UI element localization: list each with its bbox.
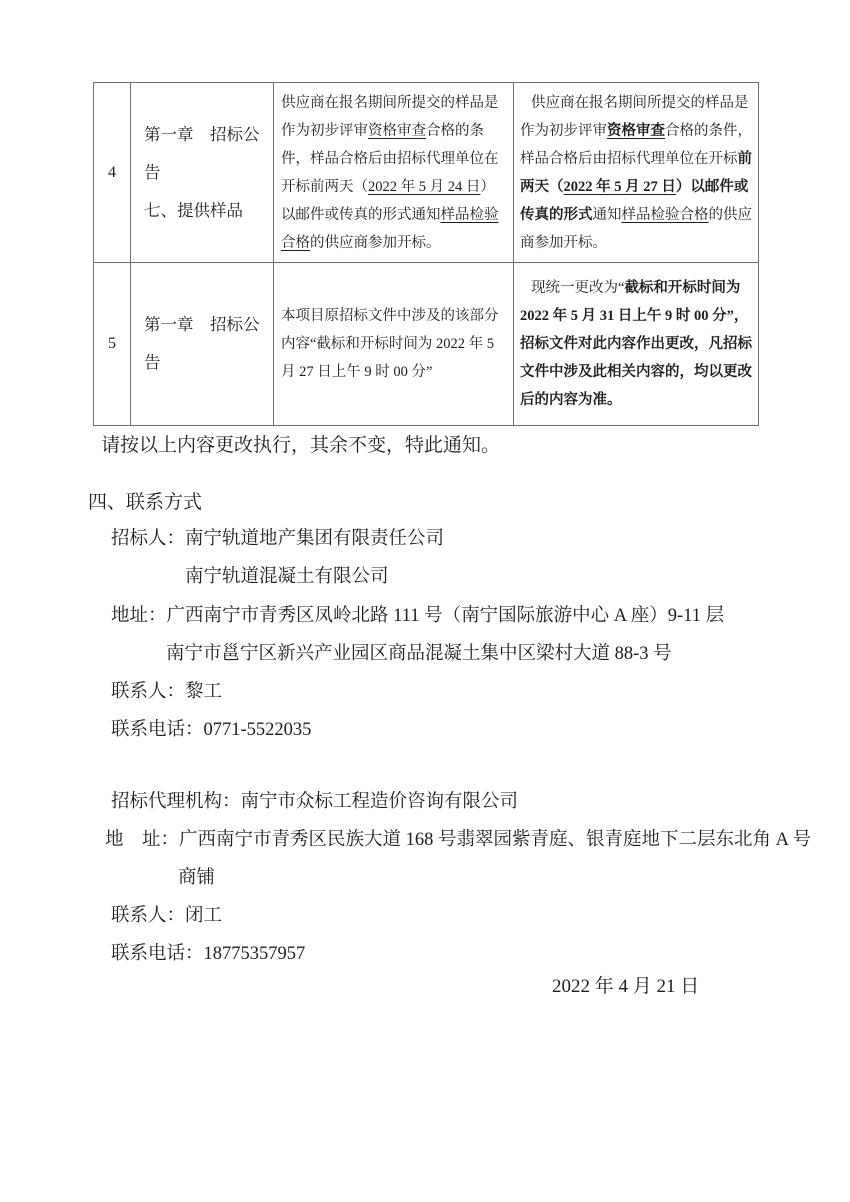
agency-address-label: 地 址： [105, 830, 180, 850]
tenderer-line [111, 524, 444, 550]
document-date: 2022 年 4 月 21 日 [552, 976, 700, 997]
amendment-table [93, 82, 759, 426]
tenderer-phone-line [111, 715, 311, 741]
revised-content-cell: 现统一更改为“截标和开标时间为 2022 年 5 月 31 日上午 9 时 00 分”，招标文件对此内容作出更改，凡招标文件中涉及此相关内容的，均以更改后的内容为准。 [514, 263, 759, 426]
section-cell [131, 263, 274, 426]
address-label: 地址： [111, 606, 167, 626]
agency-label: 招标代理机构： [111, 792, 241, 812]
table-row-5 [94, 263, 759, 426]
contact-person-value: 黎工 [185, 682, 223, 702]
tenderer-address-line [111, 601, 724, 627]
agency-contact-person-line [111, 901, 222, 927]
notice-line: 请按以上内容更改执行，其余不变，特此通知。 [101, 435, 501, 456]
section-chapter: 第一章 招标公告 [144, 124, 260, 182]
tenderer-contact-person-line [111, 677, 222, 703]
phone-value: 0771-5522035 [203, 720, 312, 740]
tenderer-name-2: 南宁轨道混凝土有限公司 [185, 567, 389, 587]
address-value: 广西南宁市青秀区凤岭北路 111 号（南宁国际旅游中心 A 座）9-11 层 [166, 606, 725, 626]
agency-line [111, 787, 518, 813]
section-item: 七、提供样品 [144, 200, 243, 220]
agency-address-line-2: 商铺 [178, 868, 216, 888]
contact-person-label: 联系人： [111, 682, 186, 702]
original-content-cell: 供应商在报名期间所提交的样品是作为初步评审资格审查合格的条件，样品合格后由招标代理单位在开标前两天（2022 年 5 月 24 日）以邮件或传真的形式通知样品检验合格的供应商参加开标。 [274, 83, 514, 263]
agency-person-label: 联系人： [111, 906, 186, 926]
tenderer-name: 南宁轨道地产集团有限责任公司 [185, 529, 445, 549]
contact-section-heading: 四、联系方式 [88, 492, 203, 513]
agency-phone-value: 18775357957 [203, 944, 306, 964]
phone-label: 联系电话： [111, 720, 204, 740]
row-number: 5 [94, 263, 131, 426]
agency-address-value: 广西南宁市青秀区民族大道 168 号翡翠园紫青庭、银青庭地下二层东北角 A 号 [179, 830, 812, 850]
revised-content-cell: 供应商在报名期间所提交的样品是作为初步评审资格审查合格的条件，样品合格后由招标代理单位在开标前两天（2022 年 5 月 27 日）以邮件或传真的形式通知样品检验合格的供应商参加开标。 [514, 83, 759, 263]
agency-name: 南宁市众标工程造价咨询有限公司 [240, 792, 519, 812]
original-content-cell: 本项目原招标文件中涉及的该部分内容“截标和开标时间为 2022 年 5 月 27 日上午 9 时 00 分” [274, 263, 514, 426]
section-chapter: 第一章 招标公告 [144, 315, 260, 372]
agency-phone-line [111, 939, 305, 965]
agency-phone-label: 联系电话： [111, 944, 204, 964]
table-row-4 [94, 83, 759, 263]
tenderer-label: 招标人： [111, 529, 186, 549]
section-cell [131, 83, 274, 263]
row-number: 4 [94, 83, 131, 263]
tenderer-address-line-2: 南宁市邕宁区新兴产业园区商品混凝土集中区梁村大道 88-3 号 [166, 644, 672, 664]
agency-person-value: 闭工 [185, 906, 223, 926]
agency-address-line [105, 825, 811, 851]
